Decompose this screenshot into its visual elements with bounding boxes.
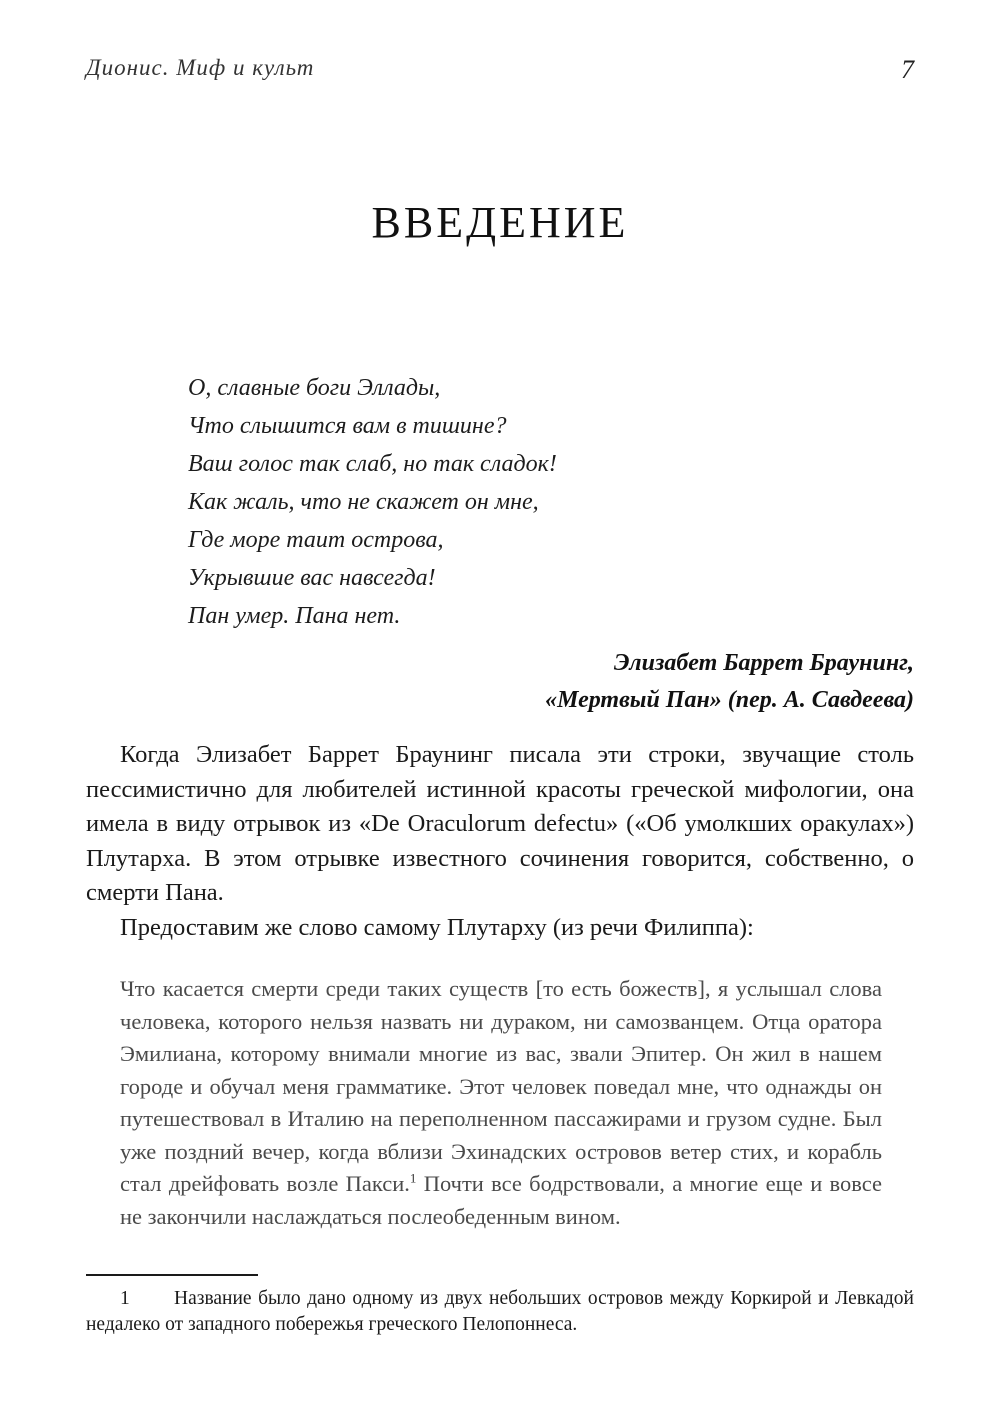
footnote-text: Название было дано одному из двух небольших островов между Коркирой и Левкадой недалеко от западного побережья греческого Пелопоннеса. — [86, 1288, 914, 1335]
block-quote — [120, 973, 882, 1233]
epigraph-attribution — [214, 645, 914, 719]
footnote-separator — [86, 1274, 258, 1276]
epigraph-line: Как жаль, что не скажет он мне, — [188, 489, 539, 515]
footnote-reference[interactable]: 1 — [409, 1170, 417, 1186]
attribution-work: «Мертвый Пан» (пер. А. Савдеева) — [545, 687, 914, 713]
body-paragraph: Предоставим же слово самому Плутарху (из речи Филиппа): — [120, 913, 754, 941]
quote-text: Что касается смерти среди таких существ [то есть божеств], я услышал слова человека, которого нельзя назвать ни дураком, ни самозванцем. Отца оратора Эмилиана, которому внимали многие из вас, звали Эпитер. Он жил в нашем городе и обучал меня грамматике. Этот человек поведал мне, что однажды он путешествовал в Италию на переполненном пассажирами и грузом судне. Был уже поздний вечер, когда вблизи Эхинадских островов ветер стих, и корабль стал дрейфовать возле Пакси. — [120, 976, 882, 1196]
epigraph-line: Где море таит острова, — [188, 527, 444, 553]
page-number: 7 — [901, 55, 914, 84]
chapter-title: ВВЕДЕНИЕ — [371, 198, 629, 247]
footnote-number: 1 — [120, 1288, 130, 1309]
epigraph-line: Укрывшие вас навсегда! — [188, 565, 436, 591]
epigraph-line: О, славные боги Эллады, — [188, 375, 441, 401]
epigraph-line: Что слышится вам в тишине? — [188, 413, 507, 439]
footnote — [86, 1286, 914, 1338]
attribution-author: Элизабет Баррет Браунинг, — [613, 650, 914, 676]
epigraph-line: Пан умер. Пана нет. — [188, 603, 401, 629]
running-head: Дионис. Миф и культ — [86, 55, 315, 80]
body-paragraph: Когда Элизабет Баррет Браунинг писала эти строки, звучащие столь пессимистично для любителей истинной красоты греческой мифологии, она имела в виду отрывок из «De Oraculorum defectu» («Об умолкших оракулах») Плутарха. В этом отрывке известного сочинения говорится, собственно, о смерти Пана. — [86, 741, 914, 906]
epigraph — [188, 369, 888, 635]
epigraph-line: Ваш голос так слаб, но так сладок! — [188, 451, 557, 477]
body-text — [86, 738, 914, 945]
quote-text-continued: Почти все бодрствовали, а многие еще и вовсе не закончили наслаждаться послеобеденным вином. — [120, 1171, 883, 1229]
